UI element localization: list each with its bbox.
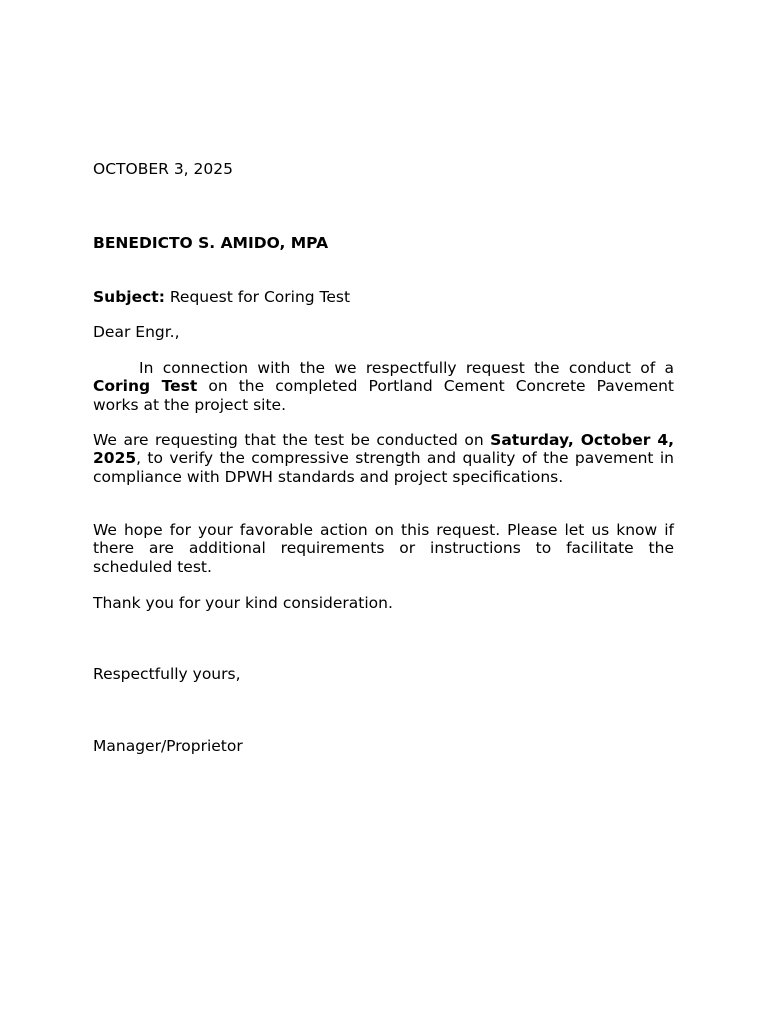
- subject-text: Request for Coring Test: [164, 288, 351, 306]
- recipient-name: BENEDICTO S. AMIDO, MPA: [93, 234, 329, 252]
- subject-line: [93, 288, 674, 306]
- paragraph-1: [93, 359, 674, 414]
- closing: Respectfully yours,: [93, 665, 241, 683]
- letter-date: OCTOBER 3, 2025: [93, 160, 233, 178]
- paragraph-2: [93, 431, 674, 486]
- paragraph-2-text-a: We are requesting that the test be conducted on: [93, 431, 491, 449]
- signature-title: Manager/Proprietor: [93, 737, 243, 755]
- paragraph-1-bold: Coring Test: [93, 377, 198, 396]
- paragraph-2-text-b: , to verify the compressive strength and quality of the pavement in compliance with DPWH standards and project specifications.: [93, 449, 674, 486]
- paragraph-2-bold: Saturday, October 4, 2025: [93, 431, 674, 468]
- salutation: Dear Engr.,: [93, 323, 180, 341]
- paragraph-4: Thank you for your kind consideration.: [93, 594, 393, 612]
- paragraph-1-text-a: In connection with the we respectfully request the conduct of a: [139, 359, 674, 377]
- subject-label: Subject:: [93, 288, 165, 306]
- paragraph-1-text-b: on the completed Portland Cement Concrete Pavement works at the project site.: [93, 377, 675, 414]
- paragraph-3: We hope for your favorable action on this request. Please let us know if there are additional requirements or instructions to facilitate the scheduled test.: [93, 521, 674, 576]
